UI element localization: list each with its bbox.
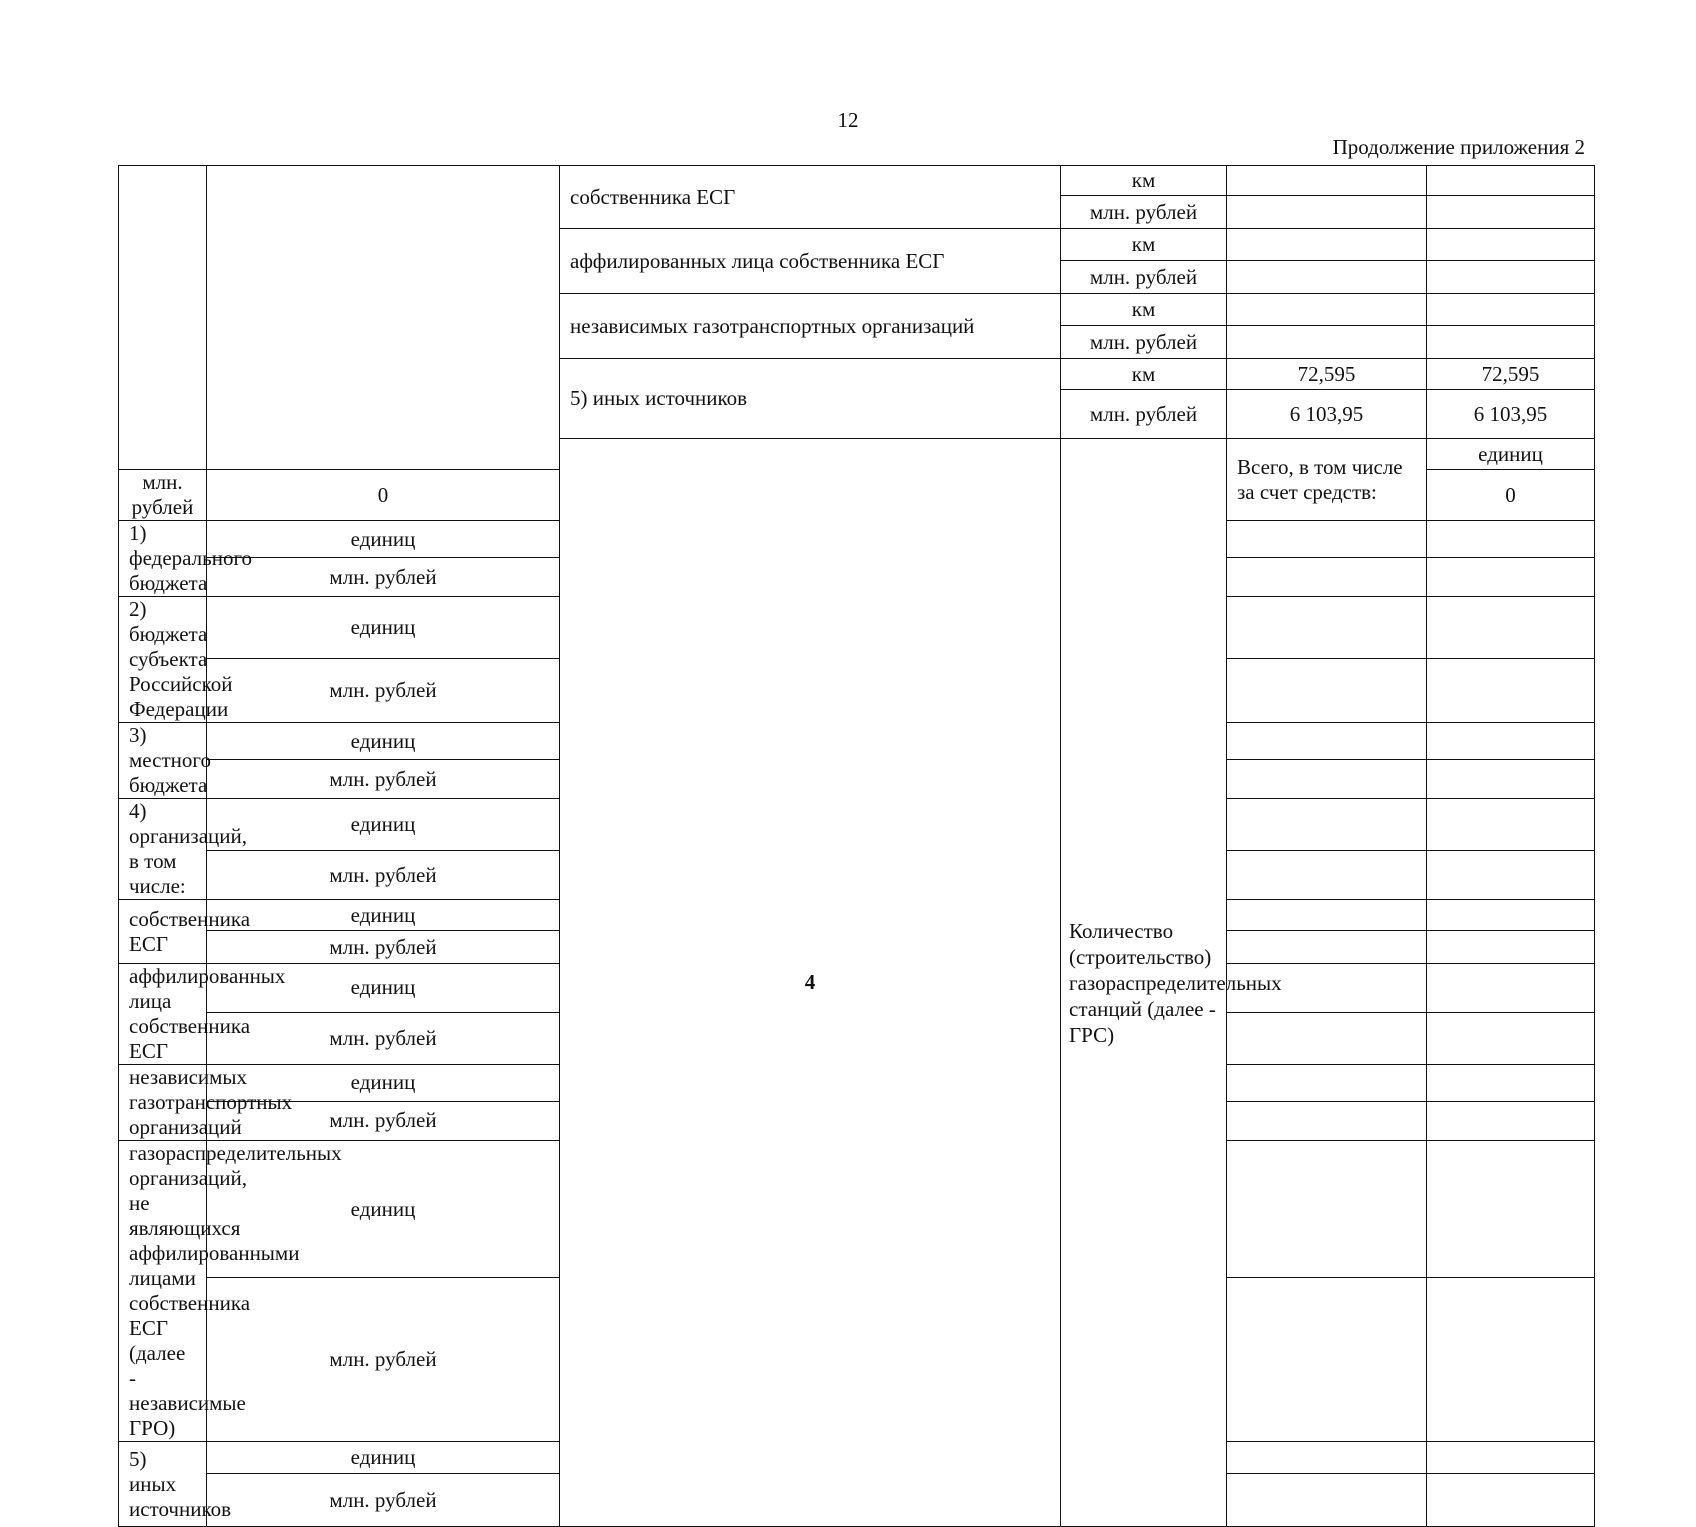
unit-cell: млн. рублей — [207, 1474, 560, 1527]
source-label: собственника ЕСГ — [119, 900, 207, 964]
value-cell — [1227, 558, 1427, 597]
unit-cell: единиц — [207, 964, 560, 1013]
unit-cell: единиц — [207, 1442, 560, 1474]
value-cell — [1427, 294, 1595, 326]
source-label: 5) иных источников — [119, 1442, 207, 1527]
unit-cell: единиц — [207, 597, 560, 659]
value-cell: 6 103,95 — [1427, 390, 1595, 439]
unit-cell: млн. рублей — [207, 931, 560, 964]
unit-cell: единиц — [207, 799, 560, 851]
section-name: Количество (строительство) газораспределительных станций (далее - ГРС) — [1061, 439, 1227, 1527]
value-cell — [1227, 1442, 1427, 1474]
unit-cell: млн. рублей — [207, 1278, 560, 1442]
value-cell — [1427, 1442, 1595, 1474]
value-cell: 72,595 — [1227, 359, 1427, 390]
value-cell: 0 — [1427, 470, 1595, 521]
source-label: Всего, в том числе за счет средств: — [1227, 439, 1427, 521]
value-cell: 6 103,95 — [1227, 390, 1427, 439]
unit-cell: млн. рублей — [207, 1012, 560, 1064]
value-cell — [1427, 964, 1595, 1013]
financing-table — [118, 165, 1595, 1527]
unit-cell: единиц — [207, 1141, 560, 1278]
number-cell-empty — [119, 166, 207, 470]
value-cell — [1227, 1065, 1427, 1102]
value-cell — [1427, 261, 1595, 294]
value-cell — [1427, 1065, 1595, 1102]
unit-cell: млн. рублей — [1061, 261, 1227, 294]
value-cell — [1427, 1474, 1595, 1527]
value-cell — [1427, 521, 1595, 558]
unit-cell: км — [1061, 294, 1227, 326]
source-label: независимых газотранспортных организаций — [119, 1065, 207, 1141]
source-label: собственника ЕСГ — [560, 166, 1061, 229]
value-cell — [1427, 723, 1595, 760]
unit-cell: млн. рублей — [1061, 196, 1227, 229]
source-label: 4) организаций, в том числе: — [119, 799, 207, 900]
value-cell — [1427, 760, 1595, 799]
source-label: независимых газотранспортных организаций — [560, 294, 1061, 359]
page-number: 12 — [837, 108, 859, 132]
value-cell — [1227, 294, 1427, 326]
source-label: 1) федерального бюджета — [119, 521, 207, 597]
source-label: аффилированных лица собственника ЕСГ — [119, 964, 207, 1065]
value-cell — [1427, 931, 1595, 964]
unit-cell: млн. рублей — [119, 470, 207, 521]
value-cell — [1427, 558, 1595, 597]
value-cell — [1427, 1141, 1595, 1278]
value-cell — [1427, 900, 1595, 931]
value-cell — [1227, 166, 1427, 196]
value-cell — [1427, 799, 1595, 851]
unit-cell: млн. рублей — [207, 1101, 560, 1140]
value-cell — [1427, 1012, 1595, 1064]
value-cell — [1427, 229, 1595, 261]
value-cell — [1427, 851, 1595, 900]
value-cell — [1227, 326, 1427, 359]
value-cell — [1427, 326, 1595, 359]
value-cell — [1227, 521, 1427, 558]
value-cell — [1427, 1101, 1595, 1140]
value-cell — [1227, 229, 1427, 261]
unit-cell: млн. рублей — [1061, 390, 1227, 439]
value-cell — [1227, 1278, 1427, 1442]
value-cell — [1227, 261, 1427, 294]
value-cell — [1227, 851, 1427, 900]
value-cell: 72,595 — [1427, 359, 1595, 390]
source-label: газораспределительных организаций, не являющихся аффилированными лицами собственника ЕСГ (далее - независимые ГРО) — [119, 1141, 207, 1442]
value-cell — [1227, 597, 1427, 659]
source-label: 5) иных источников — [560, 359, 1061, 439]
value-cell — [1227, 799, 1427, 851]
value-cell — [1227, 1474, 1427, 1527]
value-cell — [1227, 659, 1427, 723]
value-cell — [1427, 1278, 1595, 1442]
unit-cell: млн. рублей — [207, 558, 560, 597]
value-cell — [1427, 659, 1595, 723]
unit-cell: единиц — [207, 1065, 560, 1102]
value-cell: 0 — [207, 470, 560, 521]
value-cell — [1227, 1101, 1427, 1140]
continuation-label: Продолжение приложения 2 — [1332, 135, 1585, 159]
unit-cell: млн. рублей — [207, 659, 560, 723]
source-label: 3) местного бюджета — [119, 723, 207, 799]
unit-cell: единиц — [207, 723, 560, 760]
value-cell — [1227, 900, 1427, 931]
source-label: 2) бюджета субъекта Российской Федерации — [119, 597, 207, 723]
value-cell — [1227, 760, 1427, 799]
value-cell — [1427, 196, 1595, 229]
section-number: 4 — [560, 439, 1061, 1527]
value-cell — [1427, 166, 1595, 196]
unit-cell: км — [1061, 229, 1227, 261]
unit-cell: млн. рублей — [1061, 326, 1227, 359]
unit-cell: км — [1061, 359, 1227, 390]
name-cell-empty — [207, 166, 560, 470]
value-cell — [1427, 597, 1595, 659]
unit-cell: единиц — [207, 521, 560, 558]
table-row — [119, 166, 1595, 196]
unit-cell: млн. рублей — [207, 760, 560, 799]
value-cell — [1227, 196, 1427, 229]
unit-cell: км — [1061, 166, 1227, 196]
unit-cell: единиц — [207, 900, 560, 931]
value-cell — [1227, 931, 1427, 964]
unit-cell: млн. рублей — [207, 851, 560, 900]
unit-cell: единиц — [1427, 439, 1595, 470]
source-label: аффилированных лица собственника ЕСГ — [560, 229, 1061, 294]
value-cell — [1227, 1141, 1427, 1278]
value-cell — [1227, 723, 1427, 760]
value-cell — [1227, 1012, 1427, 1064]
